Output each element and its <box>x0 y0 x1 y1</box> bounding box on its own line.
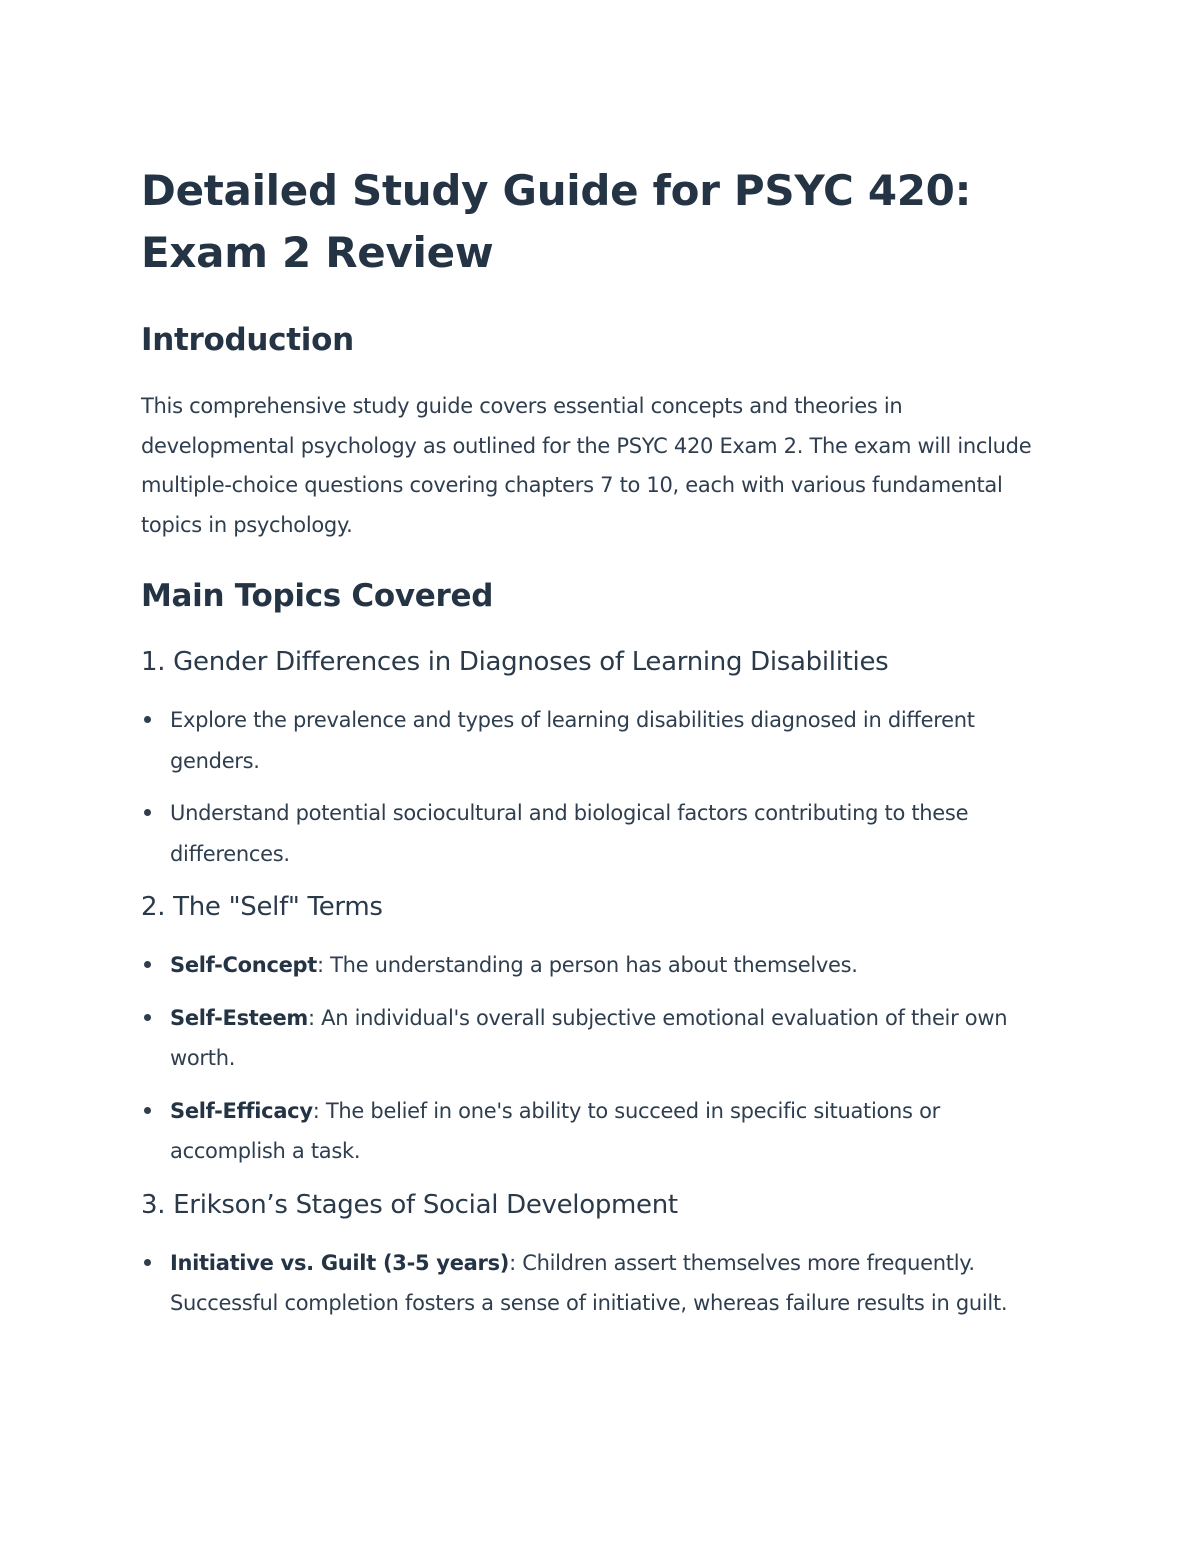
list-item-term: Self-Efficacy <box>170 1098 313 1123</box>
bullet-icon <box>144 1107 151 1114</box>
title-line-2: Exam 2 Review <box>141 228 494 277</box>
bullet-icon <box>144 961 151 968</box>
list-item-term: Self-Concept <box>170 953 317 977</box>
list-item-term: Self-Esteem <box>170 1005 308 1030</box>
main-topics-heading: Main Topics Covered <box>141 578 494 614</box>
section-2-title: 2. The "Self" Terms <box>141 892 383 922</box>
section-3-list <box>141 1243 1061 1324</box>
document-title <box>141 160 1061 284</box>
list-item-text: : The belief in one's ability to succeed in specific situations or accomplish a task. <box>170 1098 940 1163</box>
list-item <box>141 945 1061 986</box>
section-1-title: 1. Gender Differences in Diagnoses of Learning Disabilities <box>141 647 889 677</box>
list-item <box>141 793 1061 874</box>
bullet-icon <box>144 716 151 723</box>
list-item <box>141 1243 1061 1324</box>
introduction-paragraph: This comprehensive study guide covers essential concepts and theories in developmental psychology as outlined for the PSYC 420 Exam 2. The exam will include multiple-choice questions covering chapters 7 to 10, each with various fundamental topics in psychology. <box>141 394 1032 537</box>
bullet-icon <box>144 1259 151 1266</box>
list-item <box>141 1091 1061 1172</box>
title-line-1: Detailed Study Guide for PSYC 420: <box>141 166 972 215</box>
list-item-text: Explore the prevalence and types of learning disabilities diagnosed in different genders. <box>170 708 975 773</box>
list-item <box>141 998 1061 1079</box>
bullet-icon <box>144 809 151 816</box>
section-1-list <box>141 700 1061 874</box>
list-item-text: : Children assert themselves more frequently. Successful completion fosters a sense of initiative, whereas failure results in guilt. <box>170 1250 1008 1315</box>
list-item-term: Initiative vs. Guilt (3-5 years) <box>170 1250 510 1275</box>
document-page <box>141 160 1061 1336</box>
introduction-heading: Introduction <box>141 322 354 358</box>
list-item-text: Understand potential sociocultural and biological factors contributing to these differences. <box>170 801 969 866</box>
bullet-icon <box>144 1014 151 1021</box>
list-item <box>141 700 1061 781</box>
list-item-text: : An individual's overall subjective emotional evaluation of their own worth. <box>170 1005 1008 1070</box>
list-item-text: : The understanding a person has about themselves. <box>317 953 858 977</box>
section-2-list <box>141 945 1061 1172</box>
section-3-title: 3. Erikson’s Stages of Social Development <box>141 1189 678 1220</box>
